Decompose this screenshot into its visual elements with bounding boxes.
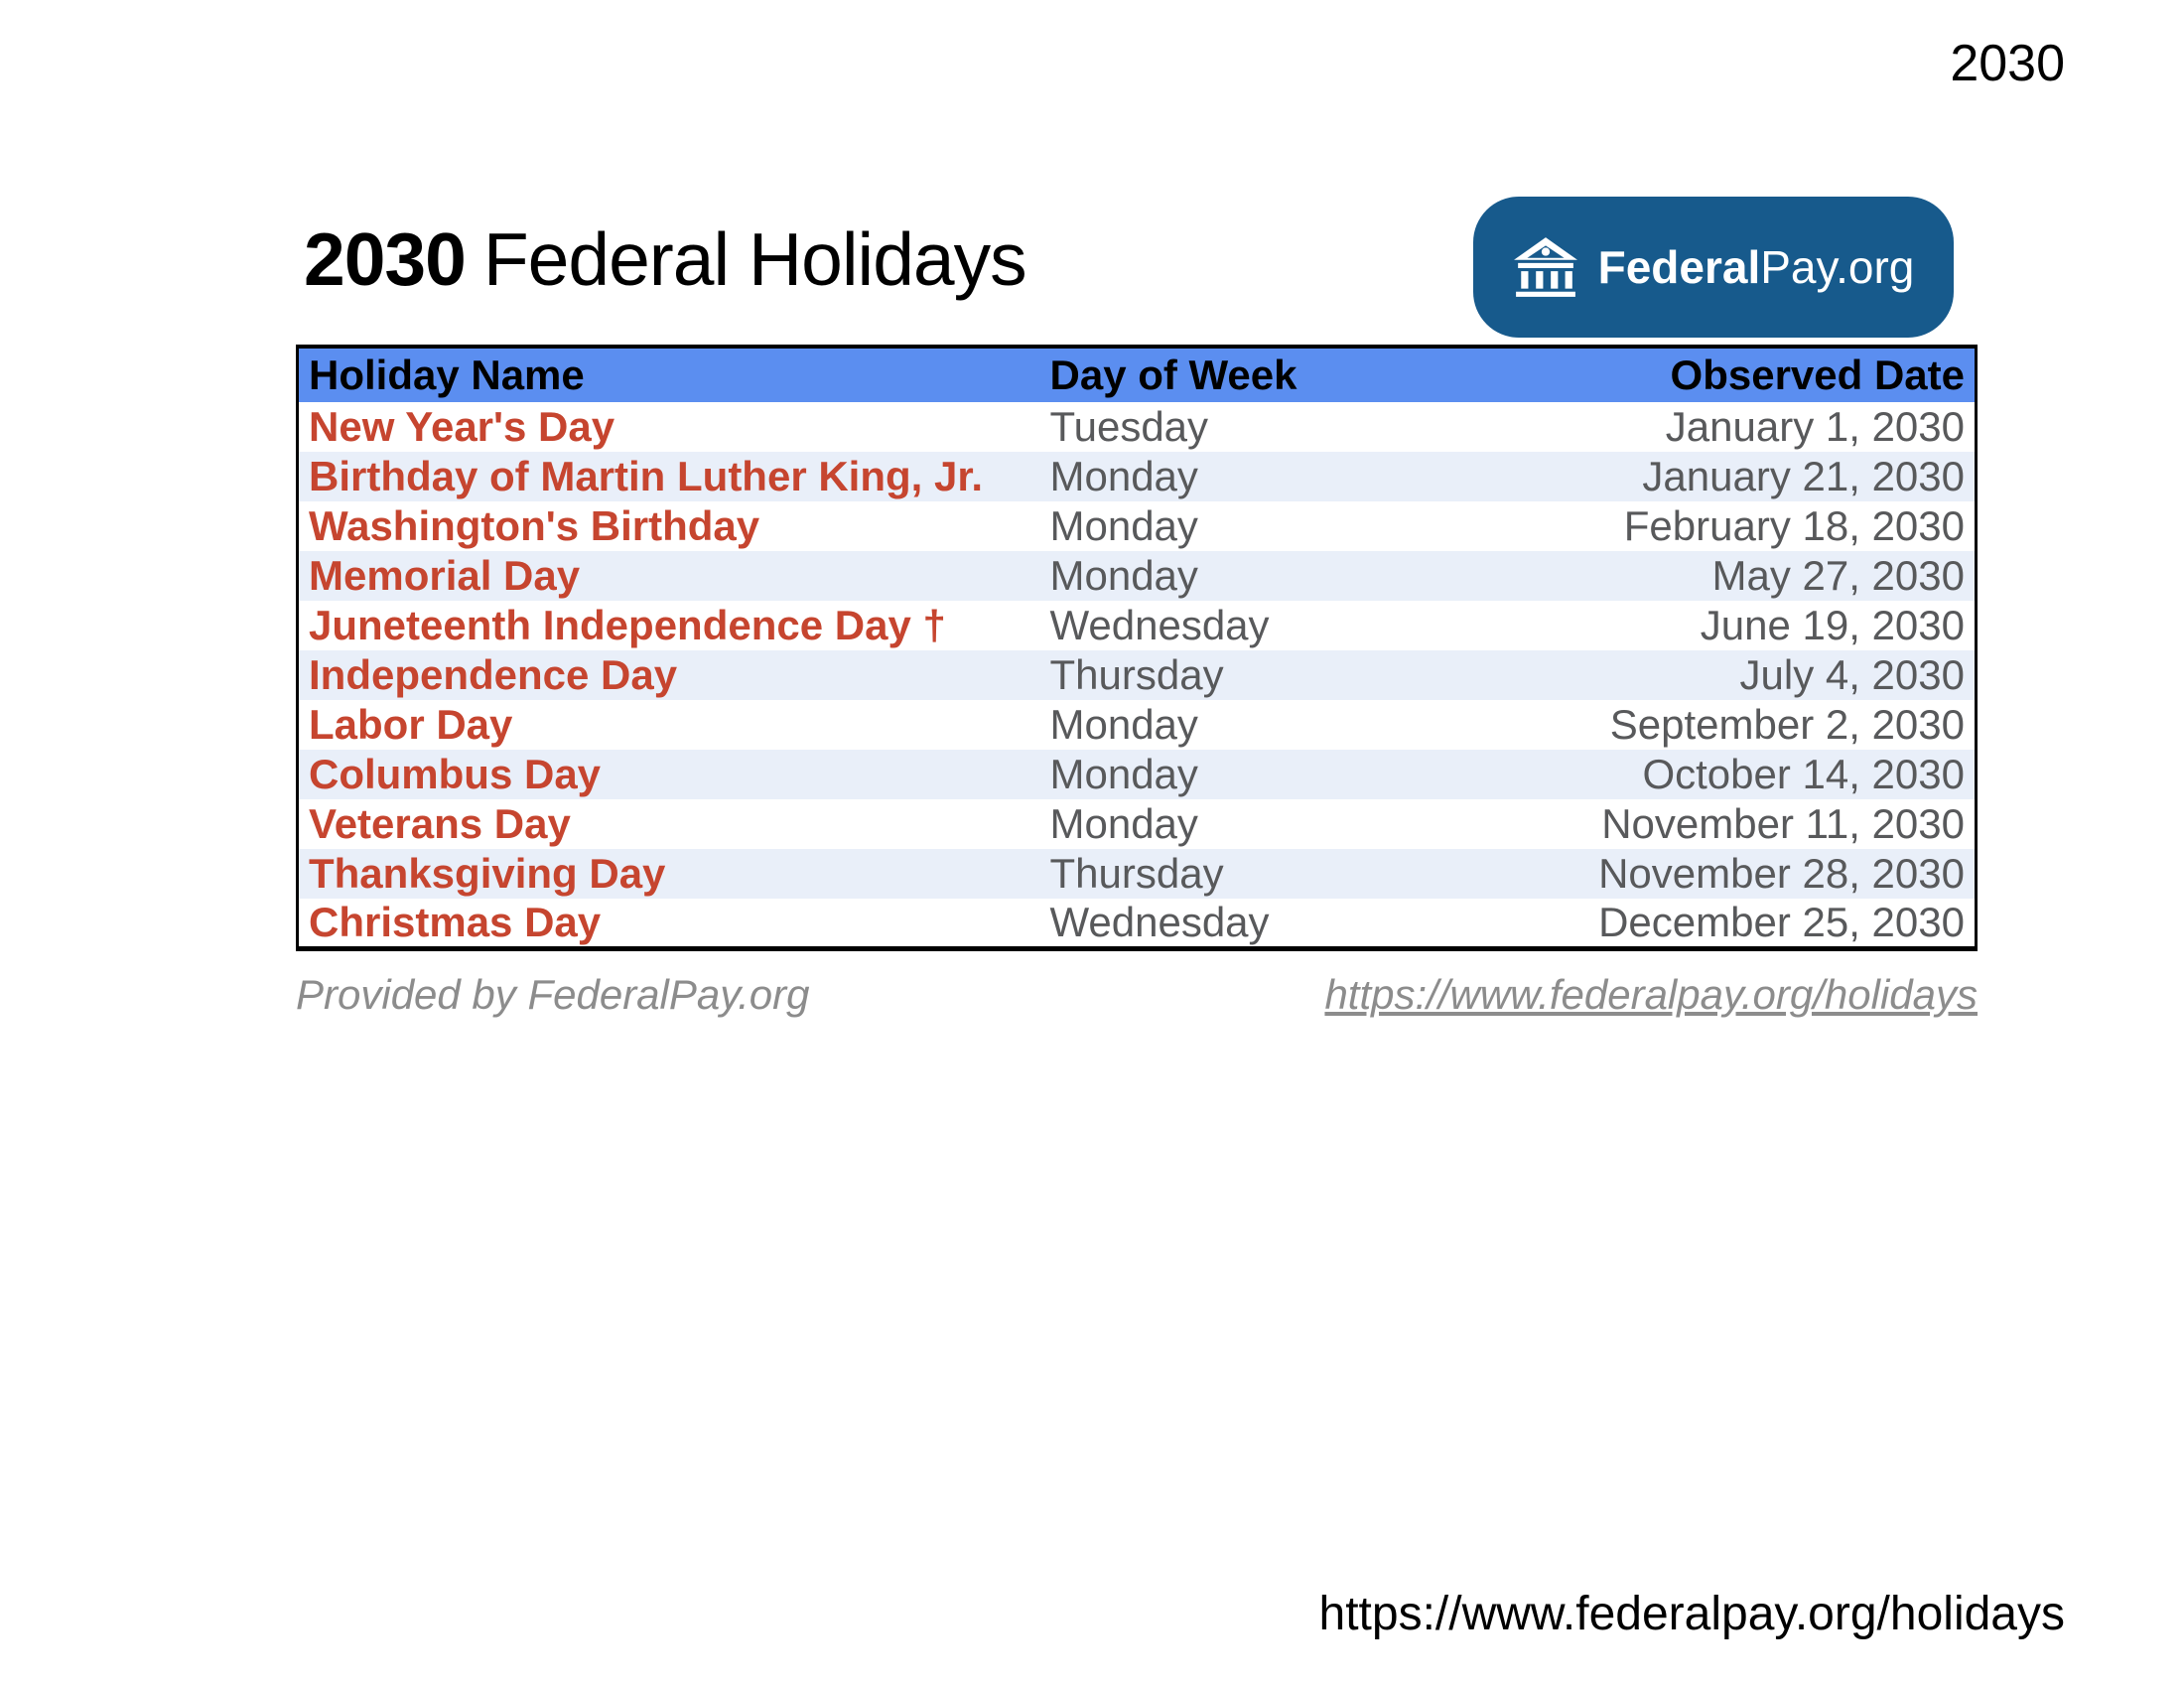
day-of-week: Monday <box>1049 751 1198 797</box>
table-row <box>298 601 1977 650</box>
day-of-week: Monday <box>1049 502 1198 549</box>
logo-text <box>1598 240 1915 294</box>
day-of-week: Monday <box>1049 453 1198 499</box>
table-row <box>298 899 1977 949</box>
observed-date: November 11, 2030 <box>1601 800 1965 847</box>
holiday-name: Independence Day <box>309 651 678 698</box>
observed-date: November 28, 2030 <box>1598 850 1965 897</box>
page-title <box>304 216 1026 302</box>
day-of-week: Wednesday <box>1049 602 1270 648</box>
table-row <box>298 501 1977 551</box>
day-of-week: Monday <box>1049 701 1198 748</box>
holiday-name: Veterans Day <box>309 800 571 847</box>
holiday-table <box>296 345 1978 951</box>
day-of-week: Monday <box>1049 552 1198 599</box>
bank-icon <box>1513 234 1578 300</box>
logo-text-bold: Federal <box>1597 241 1761 293</box>
table-row <box>298 700 1977 750</box>
observed-date: February 18, 2030 <box>1623 502 1965 549</box>
holiday-name: New Year's Day <box>309 403 615 450</box>
col-header-observed-date: Observed Date <box>1670 352 1965 398</box>
logo-text-regular: Pay.org <box>1760 241 1915 293</box>
table-row <box>298 650 1977 700</box>
day-of-week: Wednesday <box>1049 899 1270 945</box>
observed-date: June 19, 2030 <box>1700 602 1965 648</box>
observed-date: May 27, 2030 <box>1711 552 1965 599</box>
holiday-name: Thanksgiving Day <box>309 850 666 897</box>
bottom-url-text: https://www.federalpay.org/holidays <box>1318 1588 2065 1640</box>
holiday-name: Juneteenth Independence Day † <box>309 602 946 648</box>
day-of-week: Thursday <box>1049 850 1224 897</box>
observed-date: January 21, 2030 <box>1642 453 1965 499</box>
holiday-name: Birthday of Martin Luther King, Jr. <box>309 453 984 499</box>
day-of-week: Tuesday <box>1049 403 1209 450</box>
table-header-row <box>298 347 1977 402</box>
table-row <box>298 452 1977 501</box>
table-row <box>298 402 1977 452</box>
provided-by-text: Provided by FederalPay.org <box>296 971 810 1018</box>
holiday-name: Columbus Day <box>309 751 602 797</box>
observed-date: January 1, 2030 <box>1665 403 1965 450</box>
holiday-name: Washington's Birthday <box>309 502 760 549</box>
holiday-name: Christmas Day <box>309 899 602 945</box>
observed-date: December 25, 2030 <box>1598 899 1965 945</box>
title-text: Federal Holidays <box>482 217 1026 301</box>
table-row <box>298 799 1977 849</box>
col-header-day-of-week: Day of Week <box>1049 352 1297 398</box>
federalpay-logo-badge[interactable] <box>1473 197 1954 338</box>
title-year: 2030 <box>304 217 466 301</box>
holidays-link[interactable]: https://www.federalpay.org/holidays <box>1324 971 1978 1018</box>
table-row <box>298 551 1977 601</box>
observed-date: October 14, 2030 <box>1642 751 1965 797</box>
col-header-holiday-name: Holiday Name <box>309 352 585 398</box>
day-of-week: Thursday <box>1049 651 1224 698</box>
page-year-label: 2030 <box>1950 35 2065 92</box>
observed-date: July 4, 2030 <box>1739 651 1965 698</box>
observed-date: September 2, 2030 <box>1609 701 1965 748</box>
table-row <box>298 750 1977 799</box>
table-row <box>298 849 1977 899</box>
day-of-week: Monday <box>1049 800 1198 847</box>
holiday-name: Labor Day <box>309 701 513 748</box>
table-footer <box>296 971 1978 1019</box>
holiday-name: Memorial Day <box>309 552 581 599</box>
